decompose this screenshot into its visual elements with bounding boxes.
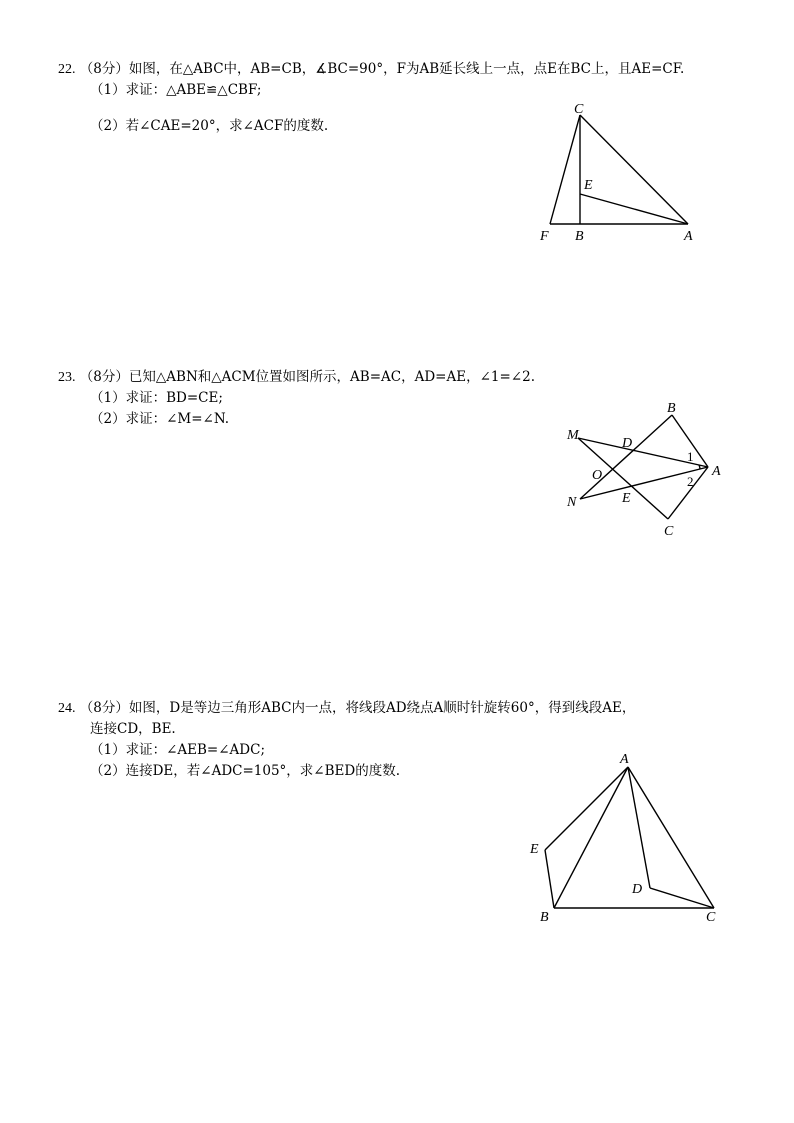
- q24-label-a: A: [620, 752, 629, 767]
- q23-label-one: 1: [687, 449, 694, 464]
- q22-number: 22.: [58, 62, 76, 77]
- q24-number: 24.: [58, 701, 76, 716]
- q22-part1: （1）求证：△ABE≌△CBF;: [90, 82, 262, 98]
- q23-label-b: B: [667, 401, 676, 416]
- q24-label-c: C: [706, 910, 716, 925]
- q23-label-c: C: [664, 524, 674, 539]
- q24-segment-ab: [554, 767, 628, 908]
- q24-part2: （2）连接DE，若∠ADC=105°，求∠BED的度数.: [90, 763, 401, 779]
- q22-label-f: F: [540, 229, 549, 244]
- q24-part1: （1）求证：∠AEB=∠ADC;: [90, 742, 265, 758]
- q23-segment-bn: [580, 415, 672, 499]
- q24-stem-line: [58, 699, 635, 718]
- q23-label-two: 2: [687, 474, 694, 489]
- q22-figure: [530, 95, 710, 245]
- q22-segment-cf: [550, 115, 580, 224]
- q23-number: 23.: [58, 370, 76, 385]
- q24-label-d: D: [632, 882, 643, 897]
- q23-stem: （8分）已知△ABN和△ACM位置如图所示，AB=AC，AD=AE，∠1=∠2.: [79, 369, 535, 385]
- q22-segment-ca: [580, 115, 688, 224]
- q22-stem: （8分）如图，在△ABC中，AB=CB，∡BC=90°，F为AB延长线上一点，点E在BC上，且AE=CF.: [79, 61, 685, 77]
- q23-label-m: M: [567, 428, 579, 443]
- q22-label-b: B: [575, 229, 584, 244]
- q23-label-e: E: [622, 491, 631, 506]
- q23-figure: [560, 395, 730, 540]
- q24-segment-ae: [545, 767, 628, 850]
- q23-part2: （2）求证：∠M=∠N.: [90, 411, 230, 427]
- q22-stem-line: [58, 60, 684, 79]
- q23-part1: （1）求证：BD=CE;: [90, 390, 223, 406]
- q24-stem-cont: 连接CD，BE.: [90, 721, 176, 737]
- q24-label-b: B: [540, 910, 549, 925]
- q23-label-n: N: [567, 495, 577, 510]
- q23-label-d: D: [622, 436, 633, 451]
- q23-angle-mark: [699, 465, 700, 469]
- q24-segment-eb: [545, 850, 554, 908]
- q22-label-a: A: [684, 229, 693, 244]
- q22-part2: （2）若∠CAE=20°，求∠ACF的度数.: [90, 118, 329, 134]
- q23-label-o: O: [592, 468, 603, 483]
- q23-label-a: A: [712, 464, 721, 479]
- q24-stem: （8分）如图，D是等边三角形ABC内一点，将线段AD绕点A顺时针旋转60°，得到线段AE，: [79, 700, 636, 716]
- q23-stem-line: [58, 368, 535, 387]
- q22-label-e: E: [584, 178, 593, 193]
- q22-label-c: C: [574, 102, 584, 117]
- q22-segment-ea: [580, 194, 688, 224]
- q24-label-e: E: [530, 842, 539, 857]
- q24-figure: [525, 745, 725, 930]
